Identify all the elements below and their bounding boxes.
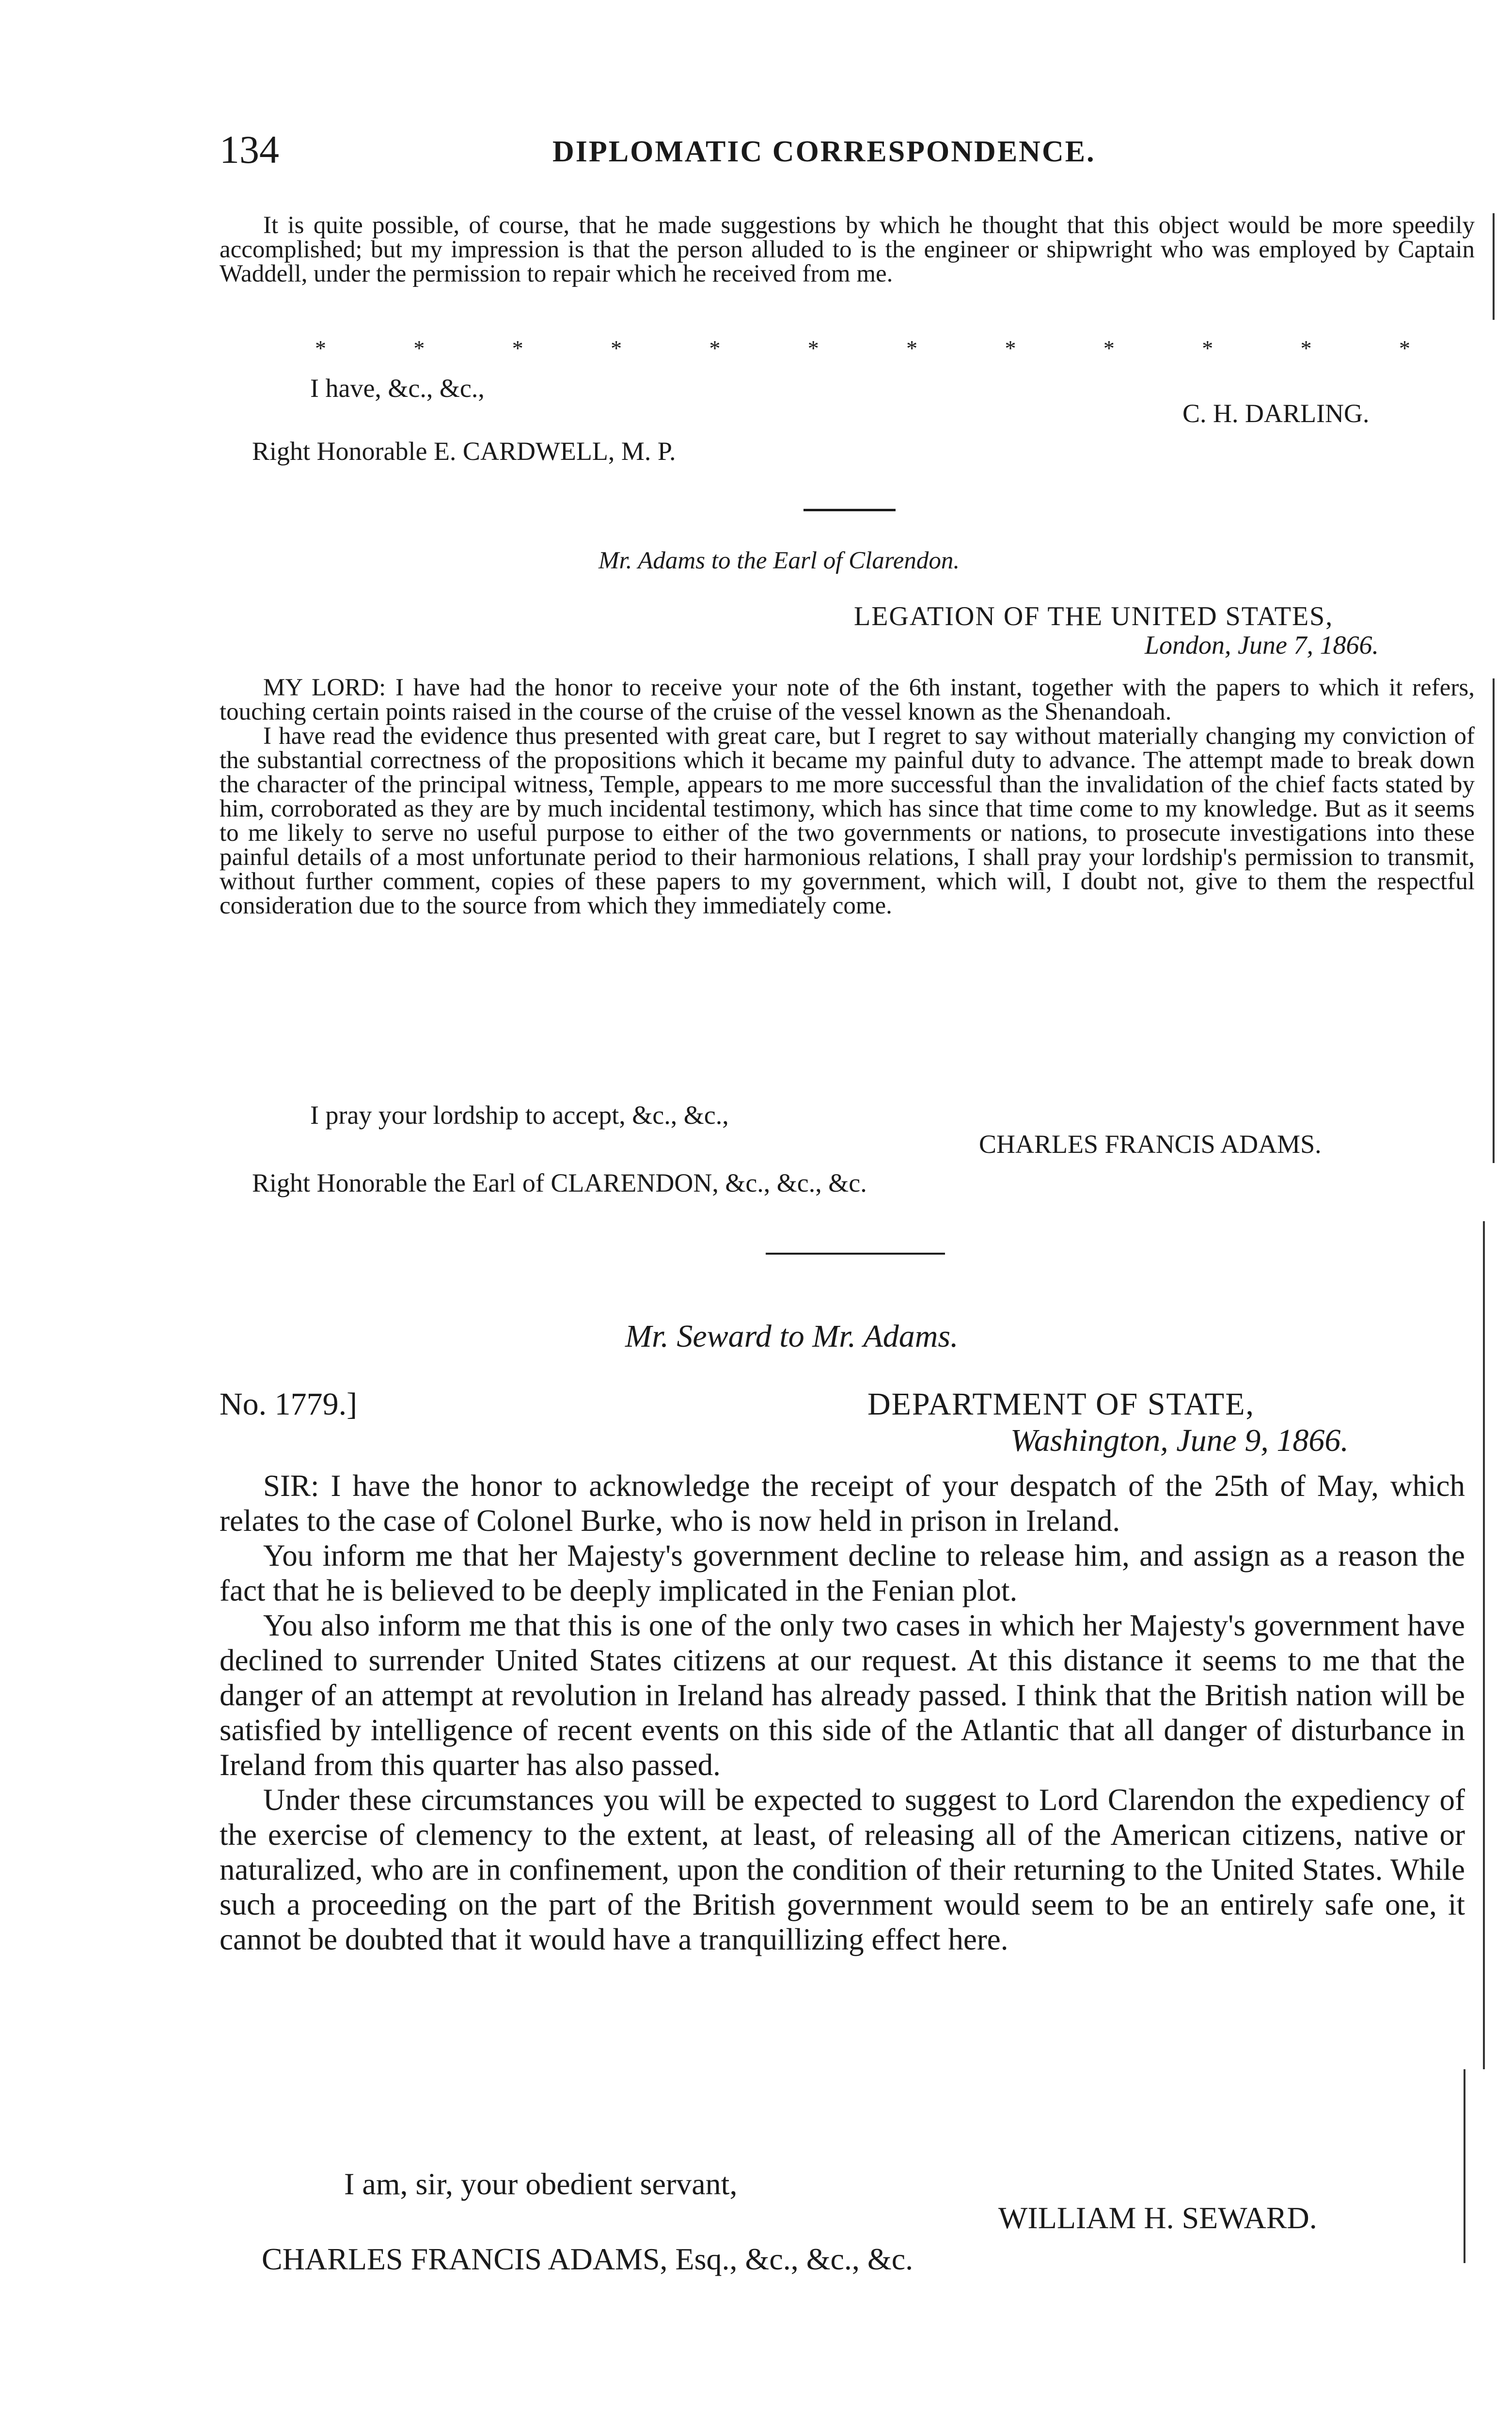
running-title: DIPLOMATIC CORRESPONDENCE. — [552, 135, 1096, 168]
letter3-body — [220, 1468, 1465, 1957]
scan-edge-line — [1483, 1221, 1485, 2069]
letter1-paragraph — [220, 213, 1475, 286]
star-mark: * — [1300, 336, 1312, 361]
letter2-place: LEGATION OF THE UNITED STATES, — [854, 601, 1334, 631]
letter1-body-paragraph: It is quite possible, of course, that he made suggestions by which he thought that this object would be more speedily accomplished; but my impression is that the person alluded to is the engineer or shipwright who was employed by Captain Waddell, under the permission to repair which he received from me. — [220, 212, 1475, 287]
letter2-body — [220, 676, 1475, 918]
letter2-heading: Mr. Adams to the Earl of Clarendon. — [598, 547, 960, 574]
letter1-signature: C. H. DARLING. — [1182, 399, 1370, 428]
letter3-place: DEPARTMENT OF STATE, — [867, 1386, 1255, 1422]
letter2-addressee: Right Honorable the Earl of CLARENDON, &c., &c., &c. — [252, 1168, 867, 1197]
star-mark: * — [709, 336, 721, 361]
letter2-paragraph: I have read the evidence thus presented with great care, but I regret to say without materially changing my conviction of the substantial correctness of the propositions which it became my painful duty to advance. The attempt made to break down the character of the principal witness, Temple, appears to me more successful than the invalidation of the chief facts stated by him, corroborated as they are by much incidental testimony, which has since that time come to my knowledge. But as it seems to me likely to serve no useful purpose to either of the two governments or nations, to prosecute investigations into these painful details of a most unfortunate period to their harmonious relations, I shall pray your lordship's permission to transmit, without further comment, copies of these papers to my government, which will, I doubt not, give to them the respectful consideration due to the source from which they immediately come. — [220, 723, 1475, 919]
scan-edge-line — [1464, 2069, 1465, 2263]
star-mark: * — [1005, 336, 1016, 361]
star-mark: * — [413, 336, 425, 361]
section-divider — [766, 1253, 945, 1255]
letter3-date: Washington, June 9, 1866. — [1010, 1423, 1349, 1458]
star-mark: * — [906, 336, 918, 361]
letter2-signature: CHARLES FRANCIS ADAMS. — [979, 1130, 1322, 1159]
star-mark: * — [1103, 336, 1115, 361]
letter3-paragraph: You also inform me that this is one of the only two cases in which her Majesty's government have declined to surrender United States citizens at our request. At this distance it seems to me that the danger of an attempt at revolution in Ireland has already passed. I think that the British nation will be satisfied by intelligence of recent events on this side of the Atlantic that all danger of disturbance in Ireland from this quarter has also passed. — [220, 1608, 1465, 1782]
letter1-closing: I have, &c., &c., — [310, 374, 485, 403]
letter3-paragraph: You inform me that her Majesty's government decline to release him, and assign as a reason the fact that he is believed to be deeply implicated in the Fenian plot. — [220, 1539, 1465, 1607]
star-mark: * — [1399, 336, 1410, 361]
letter3-heading: Mr. Seward to Mr. Adams. — [625, 1319, 959, 1354]
star-mark: * — [611, 336, 622, 361]
star-mark: * — [512, 336, 523, 361]
letter3-number: No. 1779.] — [220, 1386, 358, 1422]
page-number: 134 — [220, 127, 279, 172]
letter1-addressee: Right Honorable E. CARDWELL, M. P. — [252, 437, 676, 466]
section-divider — [803, 509, 896, 511]
letter3-paragraph: SIR: I have the honor to acknowledge the receipt of your despatch of the 25th of May, which relates to the case of Colonel Burke, who is now held in prison in Ireland. — [220, 1469, 1465, 1538]
ellipsis-stars — [315, 335, 1410, 361]
star-mark: * — [807, 336, 819, 361]
letter3-closing: I am, sir, your obedient servant, — [344, 2167, 738, 2201]
letter2-paragraph: MY LORD: I have had the honor to receive your note of the 6th instant, together with the papers to which it refers, touching certain points raised in the course of the cruise of the vessel known as the Shenandoah. — [220, 674, 1475, 725]
scan-edge-line — [1493, 678, 1495, 1163]
letter3-addressee: CHARLES FRANCIS ADAMS, Esq., &c., &c., &c. — [262, 2242, 914, 2276]
letter2-date: London, June 7, 1866. — [1145, 630, 1379, 660]
letter3-signature: WILLIAM H. SEWARD. — [998, 2201, 1317, 2235]
star-mark: * — [315, 336, 326, 361]
star-mark: * — [1202, 336, 1213, 361]
letter2-closing: I pray your lordship to accept, &c., &c., — [310, 1101, 729, 1130]
scan-edge-line — [1493, 213, 1495, 320]
letter3-paragraph: Under these circumstances you will be expected to suggest to Lord Clarendon the expediency of the exercise of clemency to the extent, at least, of releasing all of the American citizens, native or naturalized, who are in confinement, upon the condition of their returning to the United States. While such a proceeding on the part of the British government would seem to be an entirely safe one, it cannot be doubted that it would have a tranquillizing effect here. — [220, 1783, 1465, 1956]
